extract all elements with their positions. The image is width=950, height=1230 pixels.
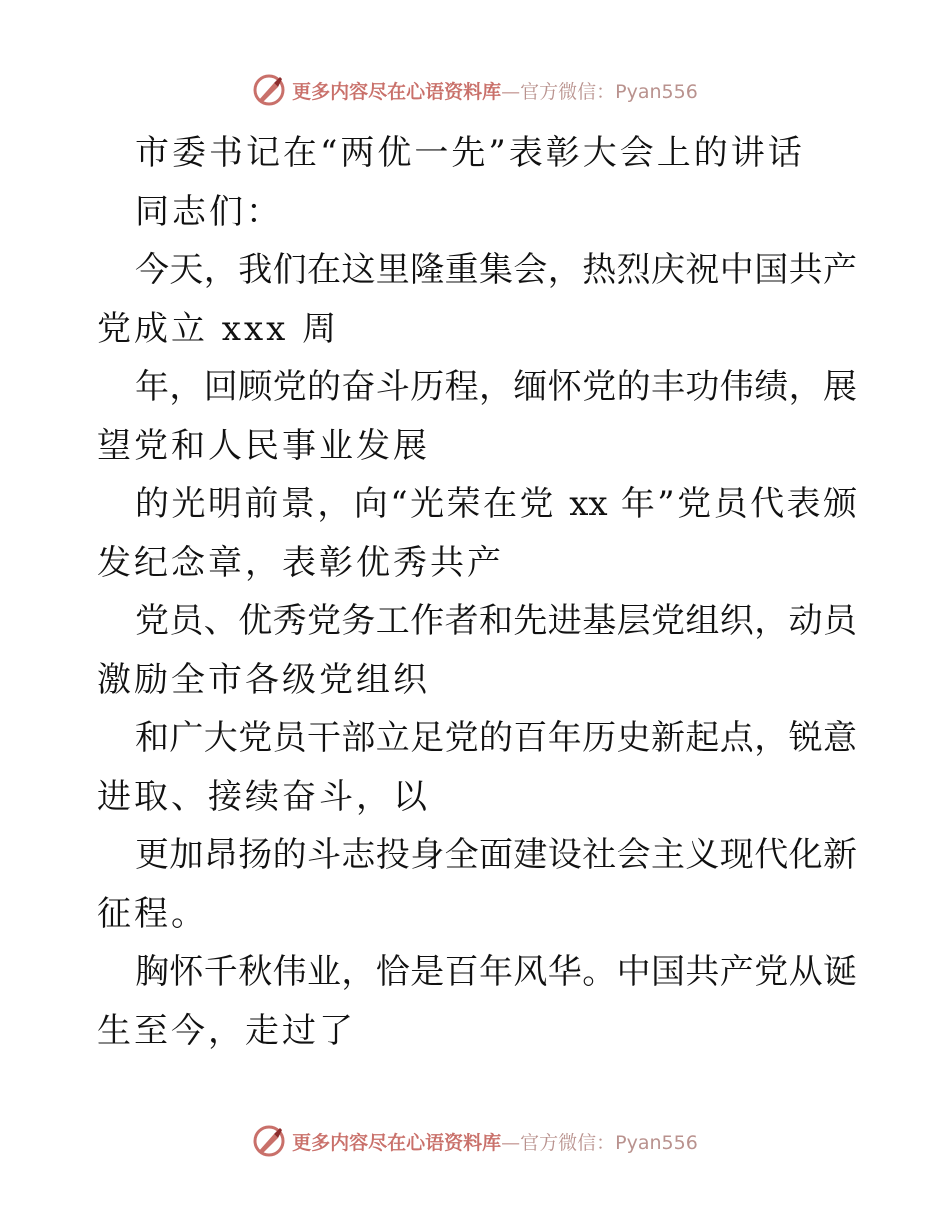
watermark-text — [292, 1128, 698, 1155]
watermark-site: 更多内容尽在心语资料库 — [292, 1131, 502, 1154]
paragraph-line: 征程。 — [97, 893, 208, 934]
paragraph-line: 激励全市各级党组织 — [97, 659, 430, 700]
watermark-site: 更多内容尽在心语资料库 — [292, 80, 502, 103]
paragraph-line: 党成立 xxx 周 — [97, 308, 340, 349]
paragraph-line: 党员、优秀党务工作者和先进基层党组织，动员 — [135, 601, 857, 641]
header-watermark — [0, 70, 950, 110]
watermark-wechat: 官方微信：Pyan556 — [520, 80, 698, 103]
paragraph-line: 胸怀千秋伟业，恰是百年风华。中国共产党从诞 — [135, 952, 857, 992]
footer-watermark — [0, 1121, 950, 1161]
paragraph-line: 望党和人民事业发展 — [97, 425, 430, 466]
paragraph-line: 更加昂扬的斗志投身全面建设社会主义现代化新 — [135, 835, 857, 875]
quill-logo-icon — [252, 73, 286, 107]
paragraph-line: 和广大党员干部立足党的百年历史新起点，锐意 — [135, 718, 857, 758]
paragraph-line: 年，回顾党的奋斗历程，缅怀党的丰功伟绩，展 — [135, 367, 857, 407]
paragraph-line: 进取、接续奋斗，以 — [97, 776, 430, 817]
paragraph-line: 的光明前景，向“光荣在党 xx 年”党员代表颁 — [135, 484, 857, 524]
quill-logo-icon — [252, 1124, 286, 1158]
salutation: 同志们： — [135, 191, 283, 232]
watermark-separator: — — [501, 1131, 521, 1154]
document-title: 市委书记在“两优一先”表彰大会上的讲话 — [135, 133, 805, 173]
paragraph-line: 今天，我们在这里隆重集会，热烈庆祝中国共产 — [135, 250, 857, 290]
paragraph-line: 发纪念章，表彰优秀共产 — [97, 542, 504, 583]
document-body — [97, 124, 857, 1060]
paragraph-line: 生至今，走过了 — [97, 1010, 356, 1051]
watermark-wechat: 官方微信：Pyan556 — [520, 1131, 698, 1154]
watermark-text — [292, 77, 698, 104]
watermark-separator: — — [501, 80, 521, 103]
